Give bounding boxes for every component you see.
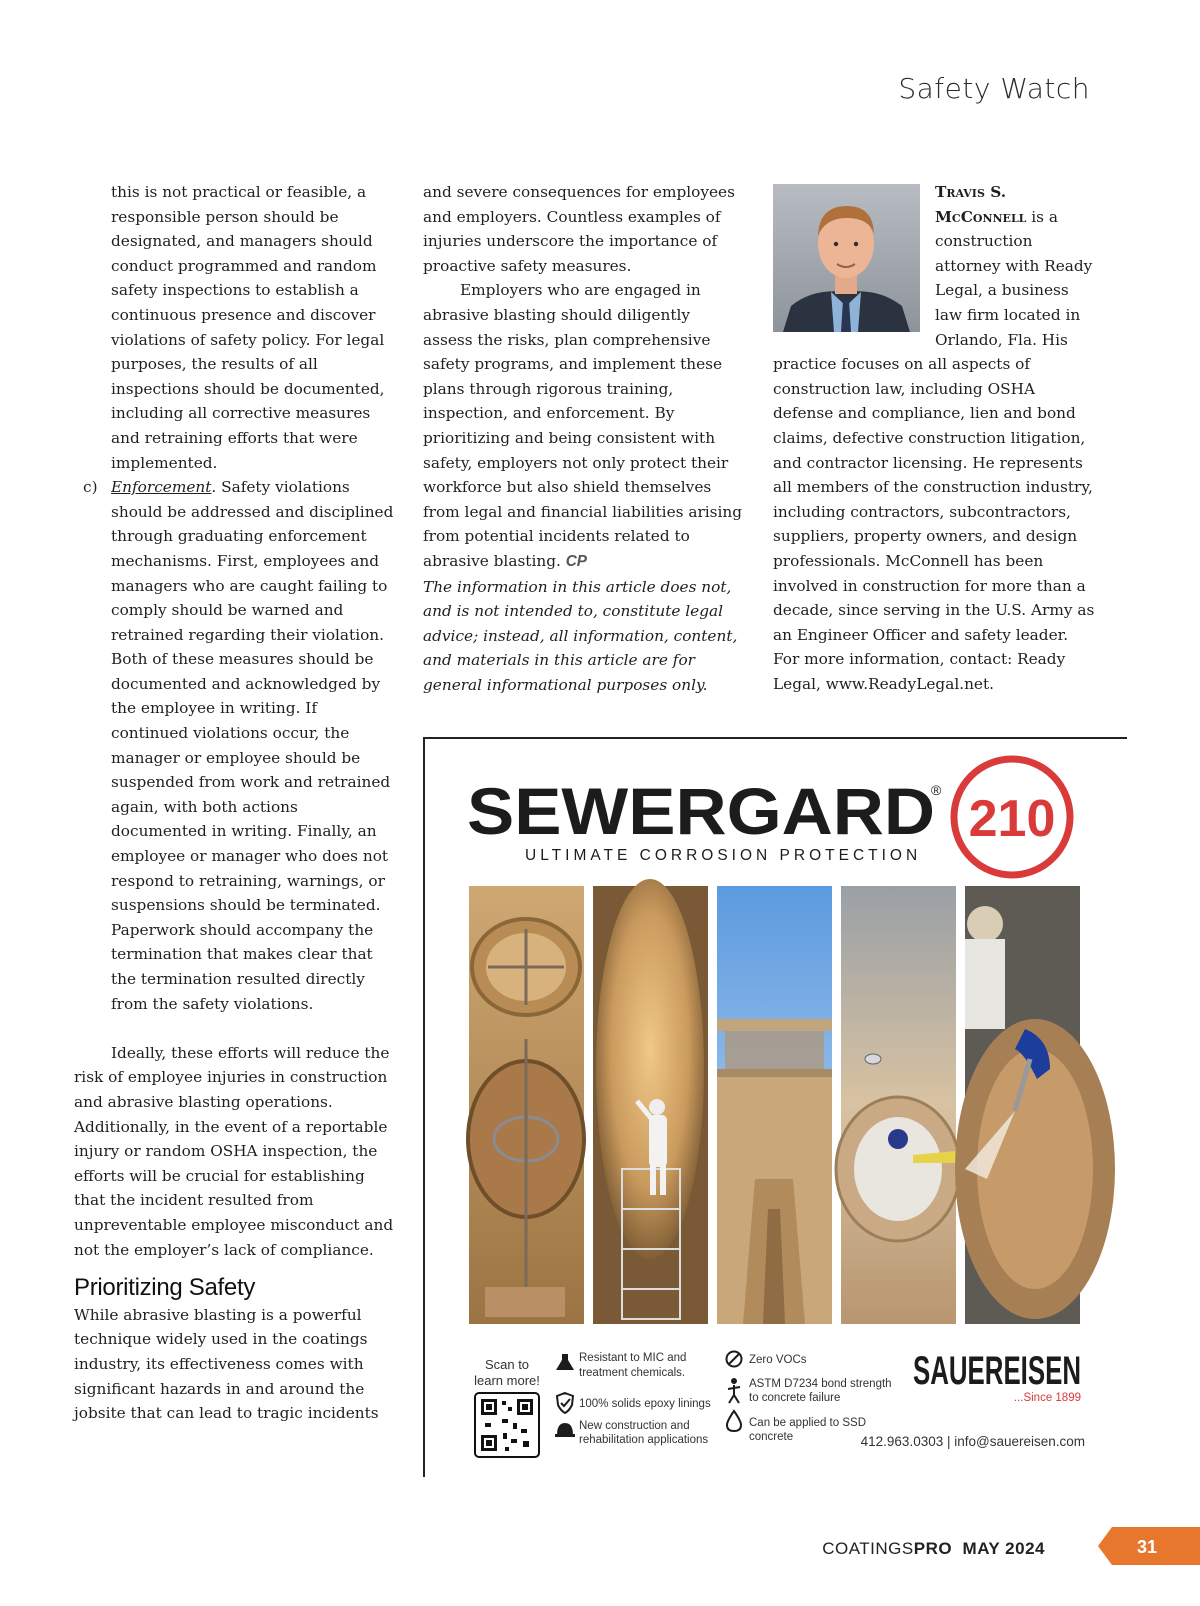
feature-text: treatment chemicals. xyxy=(579,1367,686,1379)
feature-text: concrete xyxy=(749,1431,794,1443)
contact-info: 412.963.0303 | info@sauereisen.com xyxy=(860,1434,1085,1449)
registered-mark: ® xyxy=(931,782,942,798)
photo-tunnel-worker xyxy=(593,879,708,1324)
feature-text: Resistant to MIC and xyxy=(579,1352,687,1364)
feature-text: New construction and xyxy=(579,1420,690,1432)
model-number: 210 xyxy=(968,790,1056,848)
page-number: 31 xyxy=(1137,1537,1158,1557)
feature-text: Zero VOCs xyxy=(749,1354,807,1366)
photo-aerial-tank xyxy=(468,886,584,1324)
body-paragraph: While abrasive blasting is a powerful technique widely used in the coatings industry, its effectiveness comes with significant hazards in and around the jobsite that can lead to tragic incidents xyxy=(74,1305,379,1423)
page-number-tab xyxy=(1098,1527,1200,1565)
tagline: ULTIMATE CORROSION PROTECTION xyxy=(525,847,922,864)
body-paragraph xyxy=(423,278,743,574)
feature-text: rehabilitation applications xyxy=(579,1434,709,1446)
scan-label-line1: Scan to xyxy=(484,1357,530,1372)
company-logo: SAUEREISEN xyxy=(913,1349,1081,1393)
feature-text: Can be applied to SSD xyxy=(749,1417,866,1429)
magazine-footer xyxy=(822,1539,1045,1559)
feature-text: ASTM D7234 bond strength xyxy=(749,1378,892,1390)
author-bio xyxy=(773,180,1098,696)
brand-bold: PRO xyxy=(913,1539,953,1558)
author-photo xyxy=(773,184,920,332)
end-mark: CP xyxy=(565,552,587,570)
feature-text: to concrete failure xyxy=(749,1392,841,1404)
brand-light: COATINGS xyxy=(822,1539,914,1558)
enforcement-text: . Safety violations should be addressed and disciplined through graduating enforcement mechanisms. First, employees and managers who are caught failing to comply should be warned and retrained regarding their violation. Both of these measures should be documented and acknowledged by the employee in writing. If continued violations occur, the manager or employee should be suspended from work and retrained again, with both actions documented in writing. Finally, an employee or manager who does not respond to retraining, warnings, or suspensions should be terminated. Paperwork should accompany the termination that makes clear that the termination resulted directly from the safety violations. xyxy=(111,478,394,1013)
qr-code xyxy=(475,1393,539,1457)
paragraph-text: Employers who are engaged in abrasive blasting should diligently assess the risks, plan comprehensive safety programs, and implement these plans through rigorous training, inspection, and enforcement. By prioritizing and being consistent with safety, employers not only protect their workforce but also shield themselves from legal and financial liabilities arising from potential incidents related to abrasive blasting. xyxy=(423,281,743,570)
company-since: ...Since 1899 xyxy=(1013,1392,1081,1404)
subheading: Prioritizing Safety xyxy=(74,1274,256,1302)
photo-manhole xyxy=(836,886,960,1324)
body-paragraph: and severe consequences for employees and employers. Countless examples of injuries underscore the importance of proactive safety measures. xyxy=(423,183,735,275)
body-paragraph: Ideally, these efforts will reduce the risk of employee injuries in construction and abrasive blasting operations. Additionally, in the event of a reportable injury or random OSHA inspection, the efforts will be crucial for establishing that the incident resulted from unpreventable employee misconduct and not the employer’s lack of compliance. xyxy=(74,1043,394,1259)
section-title: Safety Watch xyxy=(898,72,1090,105)
article-column-1 xyxy=(74,180,396,1426)
shield-check-icon xyxy=(557,1393,573,1413)
author-name: Travis S. McConnell xyxy=(935,183,1027,226)
issue-date: MAY 2024 xyxy=(962,1539,1045,1558)
photo-spray-application xyxy=(955,886,1115,1324)
no-symbol-icon xyxy=(727,1352,742,1367)
author-bio-text xyxy=(773,180,1098,696)
photo-open-channel xyxy=(717,886,832,1324)
article-column-2 xyxy=(423,180,743,697)
bio-text: is a construction attorney with Ready Legal, a business law firm located in Orlando, Fla. His practice focuses on all aspects of construction law, including OSHA defense and compliance, lien and bond claims, defective construction litigation, and contractor licensing. He represents all members of the construction industry, including contractors, subcontractors, suppliers, property owners, and design professionals. McConnell has been involved in construction for more than a decade, since serving in the U.S. Army as an Engineer Officer and safety leader. For more information, contact: Ready Legal, www.ReadyLegal.net. xyxy=(773,207,1095,693)
hardhat-icon xyxy=(555,1423,575,1437)
list-item-enforcement xyxy=(74,475,396,1016)
brand-logo: SEWERGARD xyxy=(467,774,935,848)
scan-label-line2: learn more! xyxy=(474,1373,540,1388)
flask-icon xyxy=(556,1354,574,1370)
enforcement-label: Enforcement xyxy=(111,478,212,497)
body-paragraph: this is not practical or feasible, a responsible person should be designated, and managers should conduct programmed and random safety inspections to establish a continuous presence and discover violations of safety policy. For legal purposes, the results of all inspections should be documented, including all corrective measures and retraining efforts that were implemented. xyxy=(111,183,385,472)
disclaimer: The information in this article does not, and is not intended to, constitute legal advice; instead, all information, content, and materials in this article are for general informational purposes only. xyxy=(423,577,738,694)
droplet-icon xyxy=(727,1411,741,1431)
feature-text: 100% solids epoxy linings xyxy=(579,1398,711,1410)
person-icon xyxy=(728,1378,740,1403)
sewergard-advertisement xyxy=(423,737,1127,1477)
list-letter: c) xyxy=(83,478,98,497)
